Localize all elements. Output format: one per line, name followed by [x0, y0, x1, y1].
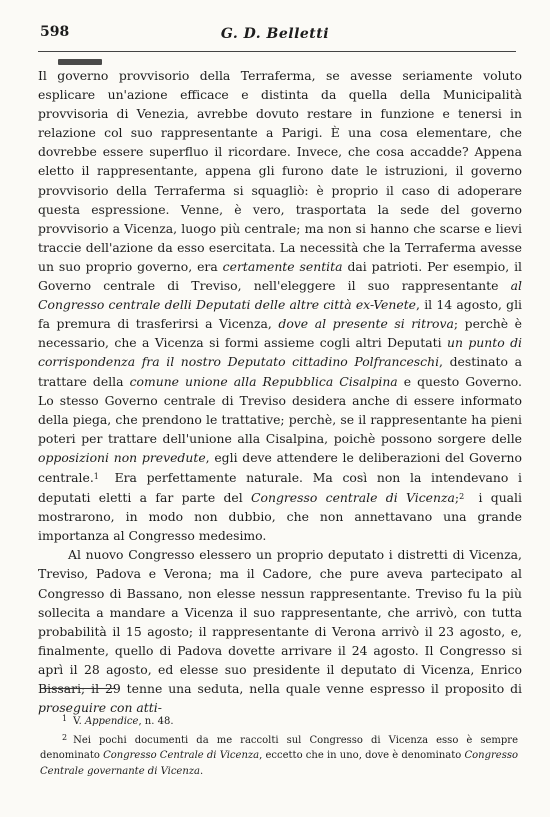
header-rule [38, 51, 516, 52]
footnote-mark: 2 [62, 732, 68, 742]
footnotes [40, 711, 518, 779]
footnote-mark: 1 [62, 714, 68, 723]
footnote-rule [40, 688, 116, 689]
running-title: G. D. Belletti [220, 26, 330, 42]
ink-smudge-icon [57, 58, 103, 66]
footnote-ref[interactable]: 1 [93, 471, 99, 481]
main-text [38, 66, 522, 717]
page-number: 598 [40, 24, 70, 40]
footnote: $^1$ V. Appendice, n. 48. [62, 714, 174, 727]
footnote-ref[interactable]: 2 [459, 492, 465, 502]
paragraph: Il governo provvisorio della Terraferma, se avesse seriamente voluto esplicare un'azione efficace e distinta da quella della Municipalità provvisoria di Venezia, avrebbe dovuto restare in funzione e tenersi in relazione col suo rappresentante a Parigi. È una cosa elementare, che dovrebbe essere superfluo il ricordare. Invece, che cosa accadde? Appena eletto il rappresentante, appena gli furono date le istruzioni, il governo provvisorio della Terraferma si squagliò: è proprio il caso di adoperare questa espressione. Venne, è vero, trasportata la sede del governo provvisorio a Vicenza, luogo più centrale; ma non si hanno che scarse e lievi traccie dell'azione da esso esercitata. La necessità che la Terraferma avesse un suo proprio governo, era certamente sentita dai patrioti. Per esempio, il Governo centrale di Treviso, nell'eleggere il suo rappresentante al Congresso centrale delli Deputati delle altre città ex-Venete, il 14 agosto, gli fa premura di trasferirsi a Vicenza, dove al presente si ritrova; perchè è necessario, che a Vicenza si formi assieme cogli altri Deputati un punto di corrispondenza fra il nostro Deputato cittadino Polfranceschi, destinato a trattare della comune unione alla Repubblica Cisalpina e questo Governo. Lo stesso Governo centrale di Treviso desidera anche di essere informato della piega, che prendono le trattative; perchè, se il rappresentante ha pieni poteri per trattare dell'unione alla Cisalpina, poichè possono sorgere delle opposizioni non prevedute, egli deve attendere le deliberazioni del Governo centrale.$^1$ Era perfettamente naturale. Ma così non la intendevano i deputati eletti a far parte del Congresso centrale di Vicenza;$^2$ i quali mostrarono, in modo non dubbio, che non annettavano una grande importanza al Congresso medesimo. [38, 68, 523, 544]
paragraph: Al nuovo Congresso elessero un proprio deputato i distretti di Vicenza, Treviso, Padova e Verona; ma il Cadore, che pure aveva partecipato al Congresso di Bassano, non elesse nessun rappresentante. Treviso fu la più sollecita a mandare a Vicenza il suo rappresentante, che arrivò, con tutta probabilità il 15 agosto; il rappresentante di Verona arrivò il 23 agosto, e, finalmente, quello di Padova dovette arrivare il 24 agosto. Il Congresso si aprì il 28 agosto, ed elesse suo presidente il deputato di Vicenza, Enrico Bissari; il 29 tenne una seduta, nella quale venne espresso il proposito di proseguire con atti- [38, 547, 522, 716]
footnote: $^2$ Nei pochi documenti da me raccolti sul Congresso di Vicenza esso è sempre denominato Congresso Centrale di Vicenza, eccetto che in uno, dove è denominato Congresso Centrale governante di Vicenza. [40, 732, 518, 777]
